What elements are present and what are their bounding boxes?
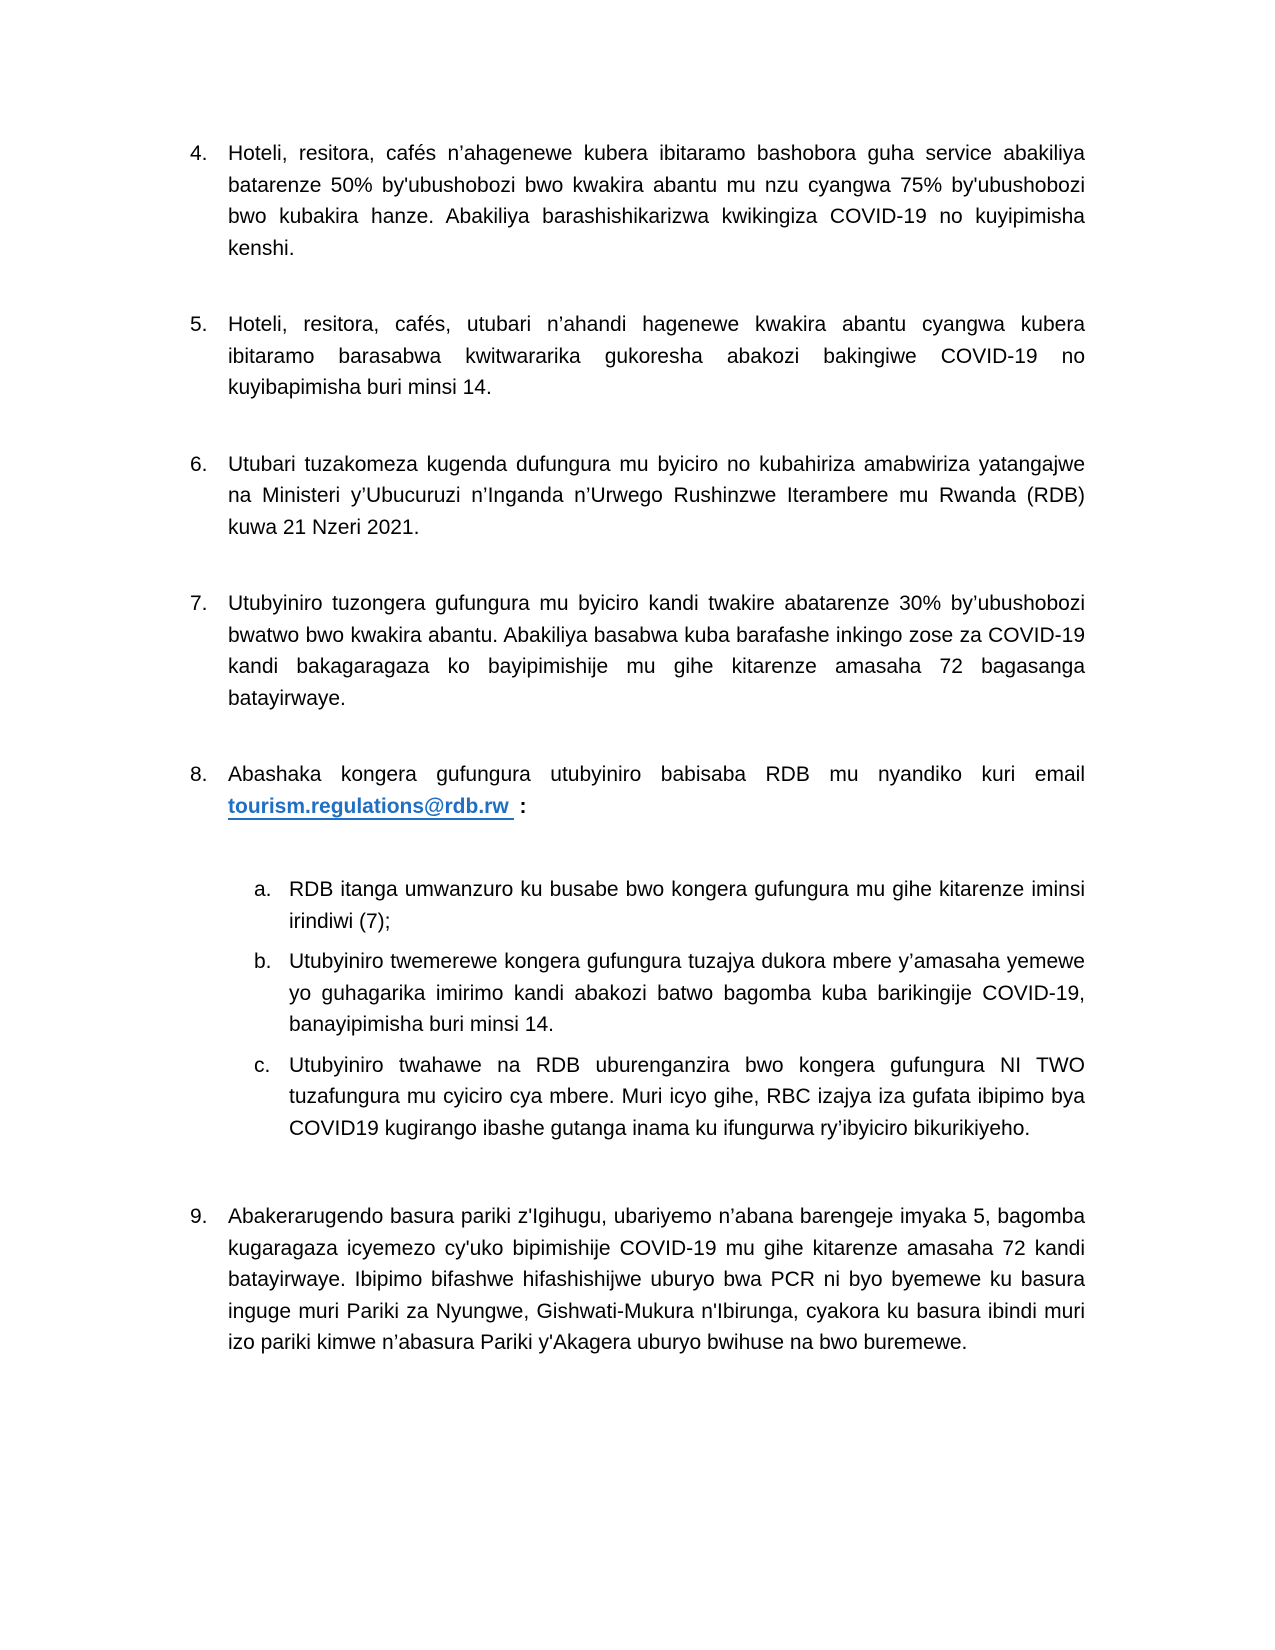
item-text: Abashaka kongera gufungura utubyiniro babisaba RDB mu nyandiko kuri email xyxy=(228,763,1085,786)
list-item-5 xyxy=(190,309,1085,404)
sub-item-text: RDB itanga umwanzuro ku busabe bwo kongera gufungura mu gihe kitarenze iminsi irindiwi (7); xyxy=(289,878,1085,933)
item-text: Utubari tuzakomeza kugenda dufungura mu byiciro no kubahiriza amabwiriza yatangajwe na Ministeri y’Ubucuruzi n’Inganda n’Urwego Rushinzwe Iterambere mu Rwanda (RDB) kuwa 21 Nzeri 2021. xyxy=(228,452,1085,539)
item-number: 8. xyxy=(190,763,208,786)
item-number: 5. xyxy=(190,313,208,336)
item-text: Utubyiniro tuzongera gufungura mu byiciro kandi twakire abatarenze 30% by’ubushobozi bwatwo bwo kwakira abantu. Abakiliya basabwa kuba barafashe inkingo zose za COVID-19 kandi bakagaragaza ko bayipimishije mu gihe kitarenze amasaha 72 bagasanga batayirwaye. xyxy=(228,592,1085,710)
list-item-9 xyxy=(190,1201,1085,1359)
sub-item-letter: a. xyxy=(254,878,272,901)
sub-item-letter: c. xyxy=(254,1053,271,1077)
lettered-sub-list xyxy=(228,874,1085,1144)
sub-item-letter: b. xyxy=(254,950,272,973)
sub-item-text: Utubyiniro twahawe na RDB uburenganzira bwo kongera gufungura NI TWO tuzafungura mu cyiciro cya mbere. Muri icyo gihe, RBC izajya iza gufata ibipimo bya COVID19 kugirango ibashe gutanga inama ku ifungurwa ry’ibyiciro bikurikiyeho. xyxy=(289,1053,1085,1140)
sub-item-b xyxy=(228,946,1085,1041)
colon-text: : xyxy=(519,794,527,818)
item-text: Abakerarugendo basura pariki z'Igihugu, ubariyemo n’abana barengeje imyaka 5, bagomba kugaragaza icyemezo cy'uko bipimishije COVID-19 mu gihe kitarenze amasaha 72 kandi batayirwaye. Ibipimo bifashwe hifashishijwe uburyo bwa PCR ni byo byemewe ku basura inguge muri Pariki za Nyungwe, Gishwati-Mukura n'Ibirunga, cyakora ku basura ibindi muri izo pariki kimwe n’abasura Pariki y'Akagera uburyo bwihuse na bwo buremewe. xyxy=(228,1205,1085,1354)
list-item-8 xyxy=(190,759,1085,1156)
list-item-4 xyxy=(190,138,1085,264)
item-text: Hoteli, resitora, cafés, utubari n’ahandi hagenewe kwakira abantu cyangwa kubera ibitaramo barasabwa kwitwararika gukoresha abakozi bakingiwe COVID-19 no kuyibapimisha buri minsi 14. xyxy=(228,313,1085,399)
numbered-list xyxy=(190,138,1085,1359)
item-text: Hoteli, resitora, cafés n’ahagenewe kubera ibitaramo bashobora guha service abakiliya batarenze 50% by'ubushobozi bwo kwakira abantu mu nzu cyangwa 75% by'ubushobozi bwo kubakira hanze. Abakiliya barashishikarizwa kwikingiza COVID-19 no kuyipimisha kenshi. xyxy=(228,142,1085,260)
list-item-6 xyxy=(190,449,1085,544)
sub-item-c xyxy=(228,1050,1085,1145)
item-number: 7. xyxy=(190,592,208,615)
item-number: 4. xyxy=(190,142,208,165)
email-link[interactable]: tourism.regulations@rdb.rw xyxy=(228,795,514,820)
item-number: 9. xyxy=(190,1205,208,1228)
item-number: 6. xyxy=(190,452,208,476)
item-body xyxy=(228,759,1085,1156)
list-item-7 xyxy=(190,588,1085,714)
sub-item-text: Utubyiniro twemerewe kongera gufungura tuzajya dukora mbere y’amasaha yemewe yo guhagarika imirimo kandi abakozi batwo bagomba kuba barikingije COVID-19, banayipimisha buri minsi 14. xyxy=(289,950,1085,1036)
sub-item-a xyxy=(228,874,1085,937)
